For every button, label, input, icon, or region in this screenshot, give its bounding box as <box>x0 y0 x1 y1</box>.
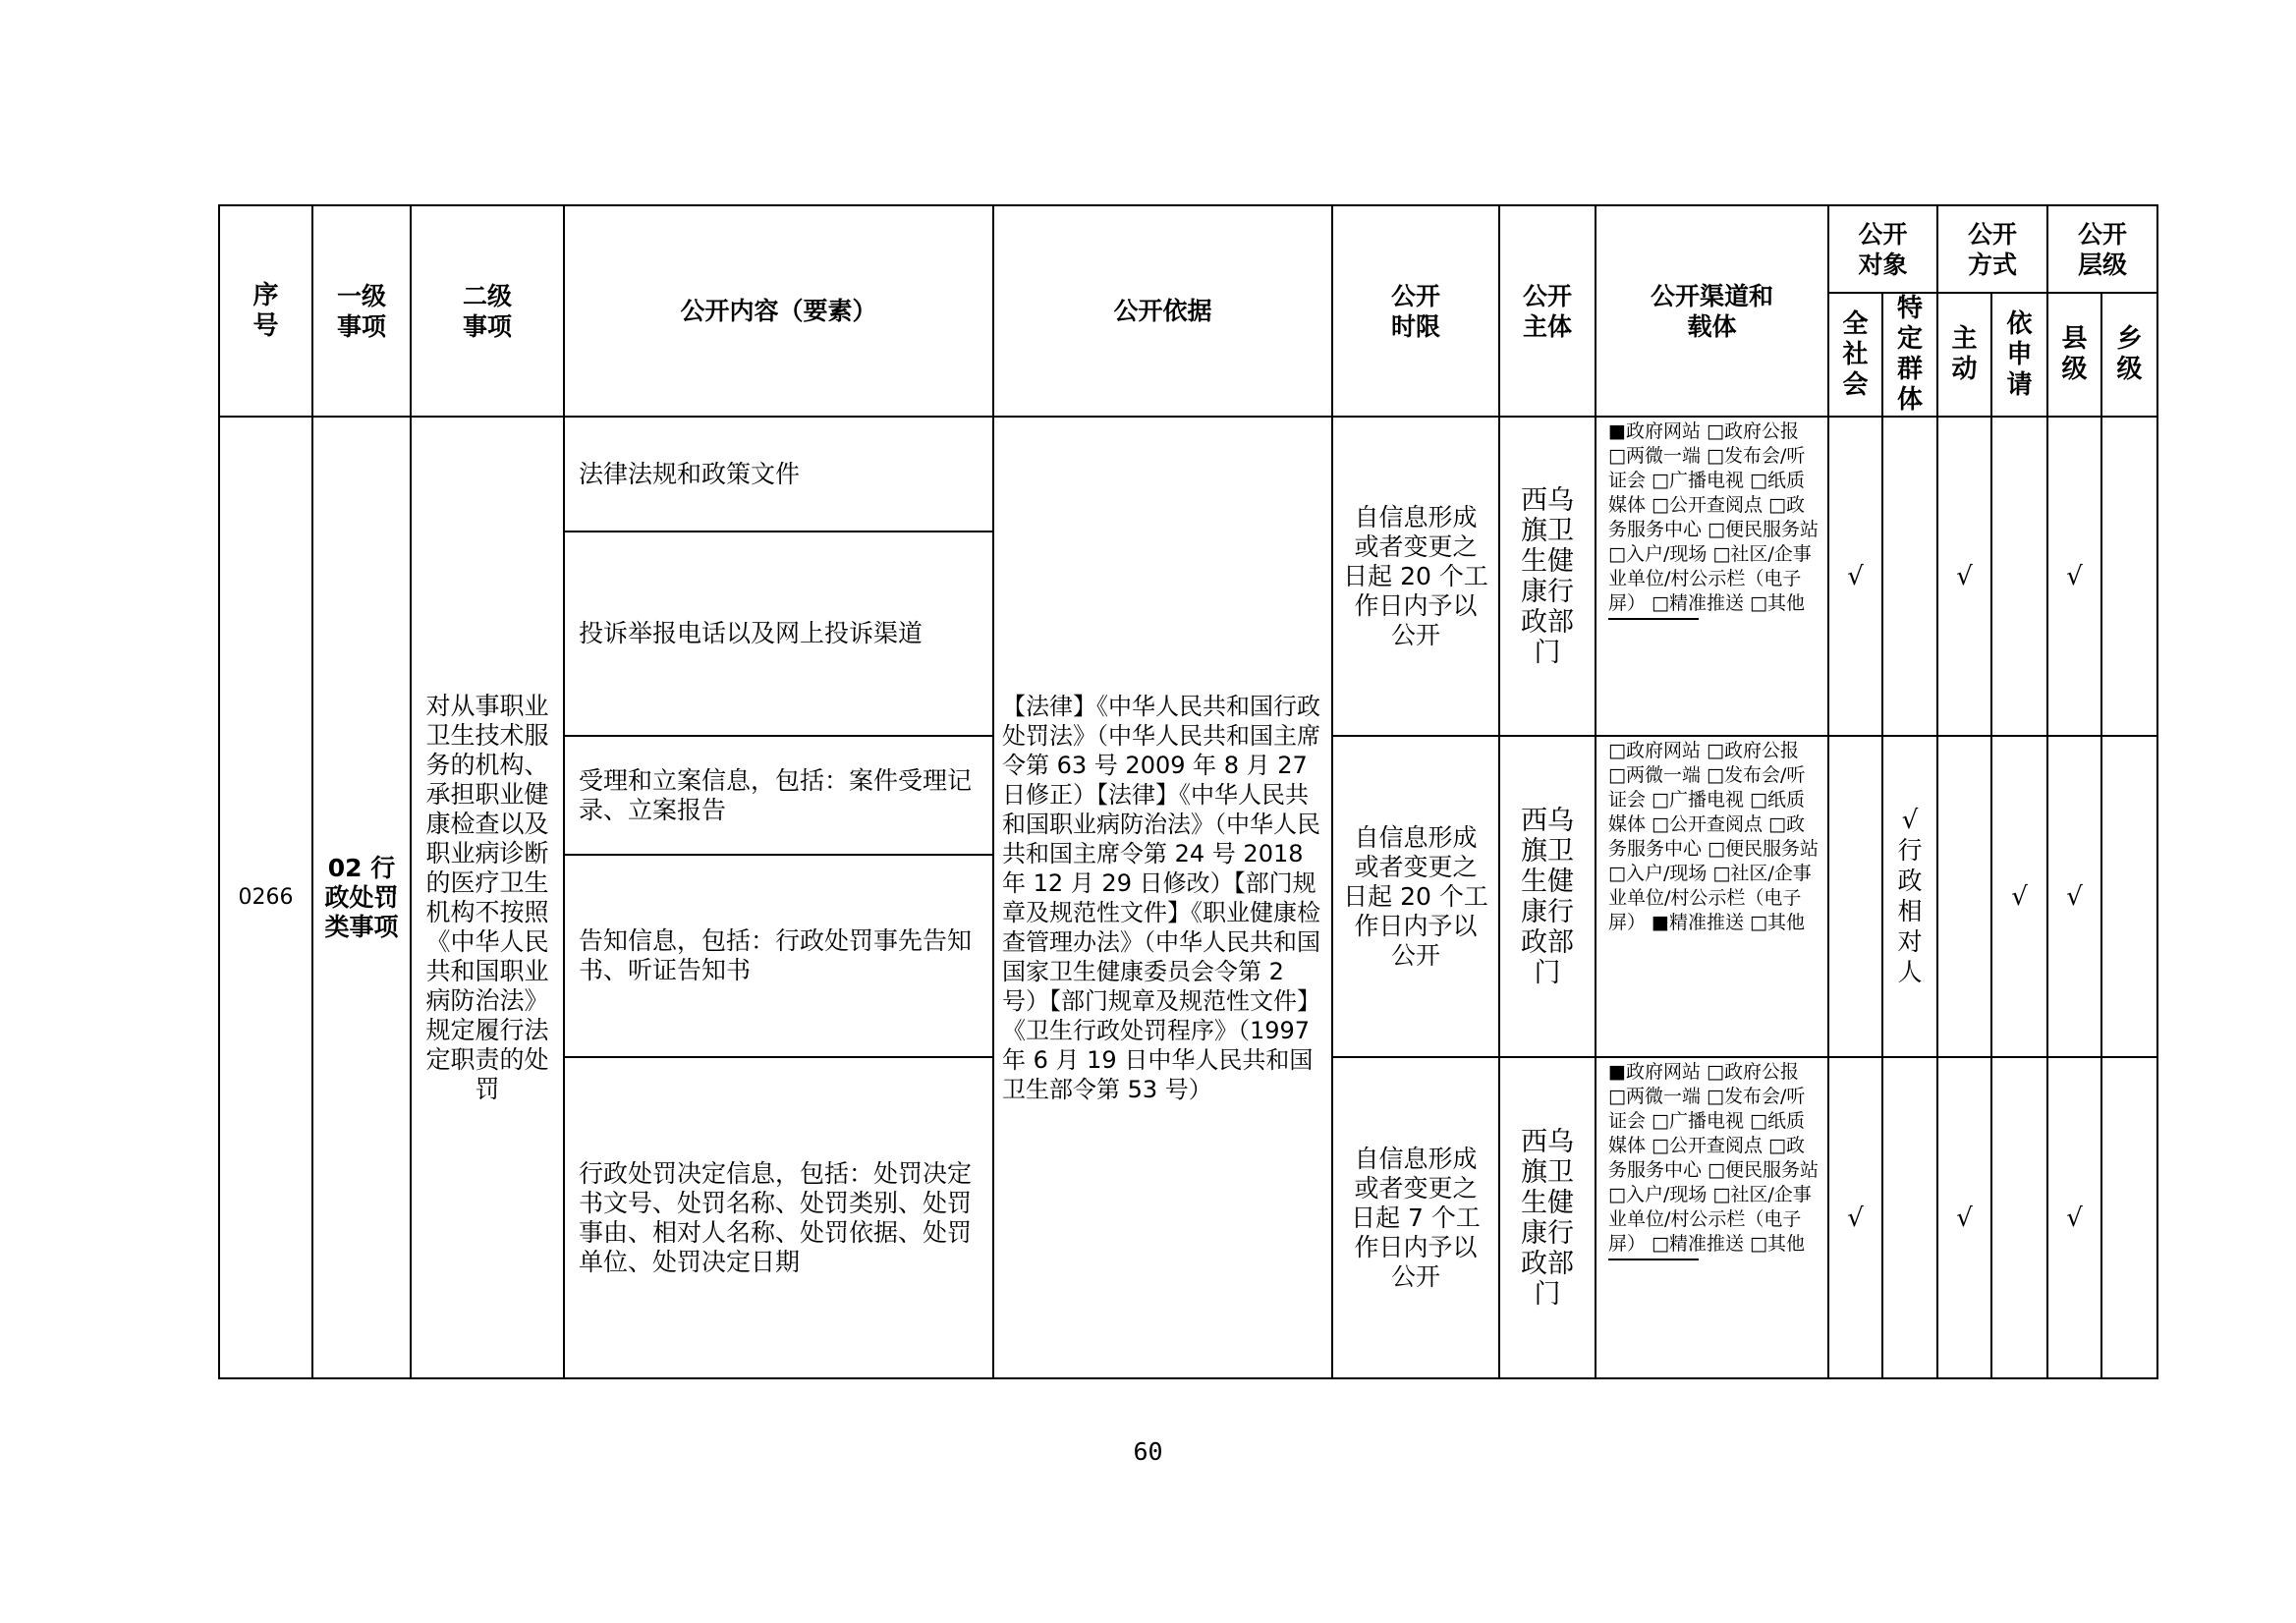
disclosure-table <box>218 204 2158 1379</box>
header-method-group: 公开方式 <box>1937 205 2047 293</box>
check-all-society: √ <box>1828 417 1882 736</box>
check-active <box>1937 736 1991 1057</box>
channel-list <box>1596 1057 1828 1378</box>
channel-list <box>1596 736 1828 1057</box>
check-specific <box>1882 736 1937 1057</box>
row-level2: 对从事职业卫生技术服务的机构、承担职业健康检查以及职业病诊断的医疗卫生机构不按照《中华人民共和国职业病防治法》规定履行法定职责的处罚 <box>411 417 564 1378</box>
header-township: 乡级 <box>2101 293 2157 417</box>
content-item: 受理和立案信息，包括：案件受理记录、立案报告 <box>564 736 993 855</box>
header-subject: 公开主体 <box>1499 205 1596 417</box>
subject: 西乌旗卫生健康行政部门 <box>1499 736 1596 1057</box>
check-county: √ <box>2047 417 2101 736</box>
page-number: 60 <box>1133 1437 1163 1466</box>
time-limit: 自信息形成或者变更之日起 20 个工作日内予以公开 <box>1332 736 1499 1057</box>
check-all-society: √ <box>1828 1057 1882 1378</box>
content-item: 告知信息，包括：行政处罚事先告知书、听证告知书 <box>564 855 993 1057</box>
check-active: √ <box>1937 417 1991 736</box>
row-level1: 02 行政处罚类事项 <box>312 417 411 1378</box>
channel-list <box>1596 417 1828 736</box>
check-mark: √ <box>1901 806 1919 835</box>
header-seq: 序号 <box>219 205 312 417</box>
header-county: 县级 <box>2047 293 2101 417</box>
time-limit: 自信息形成或者变更之日起 7 个工作日内予以公开 <box>1332 1057 1499 1378</box>
content-item: 法律法规和政策文件 <box>564 417 993 532</box>
check-specific <box>1882 417 1937 736</box>
header-target-group: 公开对象 <box>1828 205 1937 293</box>
check-on-request <box>1991 1057 2047 1378</box>
header-level2: 二级事项 <box>411 205 564 417</box>
underline <box>1608 1259 1699 1260</box>
header-level1: 一级事项 <box>312 205 411 417</box>
check-county: √ <box>2047 1057 2101 1378</box>
check-township <box>2101 1057 2157 1378</box>
subject: 西乌旗卫生健康行政部门 <box>1499 417 1596 736</box>
check-township <box>2101 417 2157 736</box>
content-item: 投诉举报电话以及网上投诉渠道 <box>564 532 993 736</box>
underline <box>1608 618 1699 620</box>
check-on-request: √ <box>1991 736 2047 1057</box>
row-seq: 0266 <box>219 417 312 1378</box>
channel-text: □政府网站 □政府公报 □两微一端 □发布会/听证会 □广播电视 □纸质媒体 □公开查阅点 □政务服务中心 □便民服务站 □入户/现场 □社区/企事业单位/村公示栏（电子屏） ■精准推送 □其他 <box>1608 740 1819 933</box>
time-limit: 自信息形成或者变更之日起 20 个工作日内予以公开 <box>1332 417 1499 736</box>
header-specific-group: 特定群体 <box>1882 293 1937 417</box>
table-row <box>219 417 2157 532</box>
check-all-society <box>1828 736 1882 1057</box>
check-specific <box>1882 1057 1937 1378</box>
check-active: √ <box>1937 1057 1991 1378</box>
row-basis: 【法律】《中华人民共和国行政处罚法》（中华人民共和国主席令第 63 号 2009 年 8 月 27 日修正）【法律】《中华人民共和国职业病防治法》（中华人民共和国主席令第 24 号 2018 年 12 月 29 日修改）【部门规章及规范性文件】《职业健康检查管理办法》（中华人民共和国国家卫生健康委员会令第 2 号）【部门规章及规范性文件】《卫生行政处罚程序》（1997 年 6 月 19 日中华人民共和国卫生部令第 53 号） <box>993 417 1332 1378</box>
header-time-limit: 公开时限 <box>1332 205 1499 417</box>
channel-text: ■政府网站 □政府公报 □两微一端 □发布会/听证会 □广播电视 □纸质媒体 □公开查阅点 □政务服务中心 □便民服务站 □入户/现场 □社区/企事业单位/村公示栏（电子屏） □精准推送 □其他 <box>1608 1061 1819 1255</box>
header-channel: 公开渠道和载体 <box>1596 205 1828 417</box>
header-on-request: 依申请 <box>1991 293 2047 417</box>
header-row-1 <box>219 205 2157 293</box>
channel-text: ■政府网站 □政府公报 □两微一端 □发布会/听证会 □广播电视 □纸质媒体 □公开查阅点 □政务服务中心 □便民服务站 □入户/现场 □社区/企事业单位/村公示栏（电子屏） □精准推送 □其他 <box>1608 420 1819 614</box>
header-level-group: 公开层级 <box>2047 205 2157 293</box>
specific-target-text: 行政相对人 <box>1897 836 1923 986</box>
subject: 西乌旗卫生健康行政部门 <box>1499 1057 1596 1378</box>
content-item: 行政处罚决定信息，包括：处罚决定书文号、处罚名称、处罚类别、处罚事由、相对人名称、处罚依据、处罚单位、处罚决定日期 <box>564 1057 993 1378</box>
header-all-society: 全社会 <box>1828 293 1882 417</box>
check-on-request <box>1991 417 2047 736</box>
check-township <box>2101 736 2157 1057</box>
header-active: 主动 <box>1937 293 1991 417</box>
header-content: 公开内容（要素） <box>564 205 993 417</box>
header-basis: 公开依据 <box>993 205 1332 417</box>
check-county: √ <box>2047 736 2101 1057</box>
